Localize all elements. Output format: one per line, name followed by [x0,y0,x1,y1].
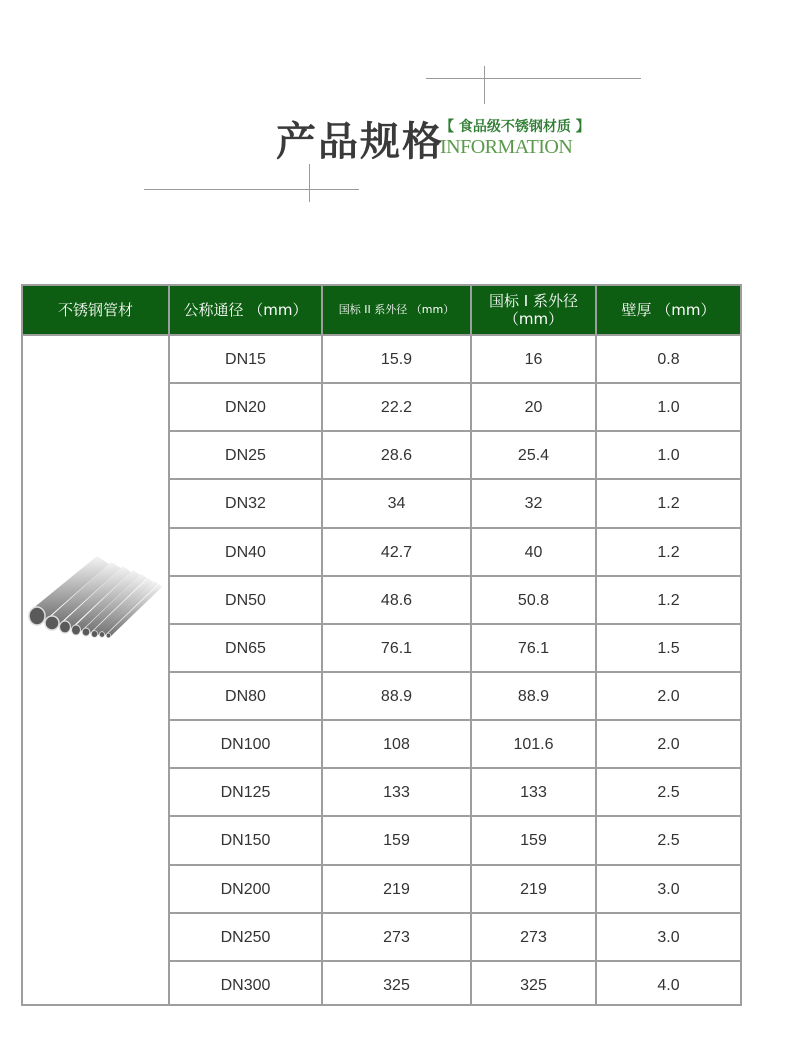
cell-od-series2: 34 [387,495,406,513]
cell-od-series1: 32 [524,495,543,513]
cell-nominal: DN15 [225,351,266,368]
pipe-bundle [29,556,162,638]
cell-od-series1: 133 [520,784,547,802]
cell-od-series2: 159 [383,832,410,850]
deco-tick-top [484,66,485,104]
cell-wall: 2.0 [657,736,680,754]
deco-line-top [426,78,641,79]
cell-od-series1: 20 [524,399,543,417]
cell-wall: 2.0 [657,687,680,705]
page-subtitle: 【 食品级不锈钢材质 】 [440,119,590,135]
cell-nominal: DN50 [225,591,266,609]
page-title-english: INFORMATION [440,136,573,158]
header-nominal: 公称通径 （mm） [170,286,321,334]
cell-wall: 0.8 [657,351,680,368]
cell-nominal: DN250 [220,928,271,946]
cell-wall: 3.0 [657,928,680,946]
stainless-steel-pipes-icon [25,550,167,650]
cell-od-series1: 25.4 [517,447,550,465]
cell-od-series1: 101.6 [513,736,554,754]
header-od-series1-text: 国标 I 系外径 （mm） [489,292,578,328]
cell-wall: 3.0 [657,880,680,898]
cell-od-series2: 219 [383,880,410,898]
cell-od-series1: 16 [524,351,543,368]
cell-wall: 4.0 [657,976,680,994]
cell-wall: 2.5 [657,832,680,850]
cell-od-series1: 273 [520,928,547,946]
cell-wall: 1.2 [657,543,680,561]
cell-od-series2: 133 [383,784,410,802]
cell-nominal: DN150 [220,832,271,850]
page-title: 产品规格 [276,118,444,165]
cell-nominal: DN80 [225,687,266,705]
cell-nominal: DN25 [225,447,266,465]
cell-wall: 1.2 [657,495,680,513]
header-material: 不锈钢管材 [23,286,168,334]
cell-nominal: DN100 [220,736,271,754]
cell-nominal: DN40 [225,543,266,561]
cell-od-series1: 88.9 [517,687,550,705]
cell-od-series2: 325 [383,976,410,994]
cell-wall: 2.5 [657,784,680,802]
cell-nominal: DN125 [220,784,271,802]
cell-od-series1: 40 [524,543,543,561]
cell-od-series2: 15.9 [380,351,413,368]
cell-wall: 1.2 [657,591,680,609]
cell-nominal: DN65 [225,639,266,657]
deco-tick-bottom [309,164,310,202]
cell-od-series2: 22.2 [380,399,413,417]
cell-wall: 1.0 [657,399,680,417]
cell-od-series2: 28.6 [380,447,413,465]
cell-od-series1: 159 [520,832,547,850]
cell-od-series1: 50.8 [517,591,550,609]
cell-od-series2: 108 [383,736,410,754]
cell-od-series2: 88.9 [380,687,413,705]
cell-nominal: DN20 [225,399,266,417]
header-od-series1 [472,286,595,334]
cell-od-series1: 76.1 [517,639,550,657]
cell-od-series2: 48.6 [380,591,413,609]
spec-table [21,284,742,1006]
header-wall: 壁厚 （mm） [597,286,740,334]
cell-od-series1: 219 [520,880,547,898]
cell-od-series1: 325 [520,976,547,994]
cell-nominal: DN300 [220,976,271,994]
cell-wall: 1.5 [657,639,680,657]
cell-wall: 1.0 [657,447,680,465]
header-od-series2: 国标 II 系外径 （mm） [323,286,470,334]
cell-od-series2: 42.7 [380,543,413,561]
cell-od-series2: 273 [383,928,410,946]
cell-nominal: DN32 [225,495,266,513]
deco-line-bottom [144,189,359,190]
cell-nominal: DN200 [220,880,271,898]
cell-od-series2: 76.1 [380,639,413,657]
